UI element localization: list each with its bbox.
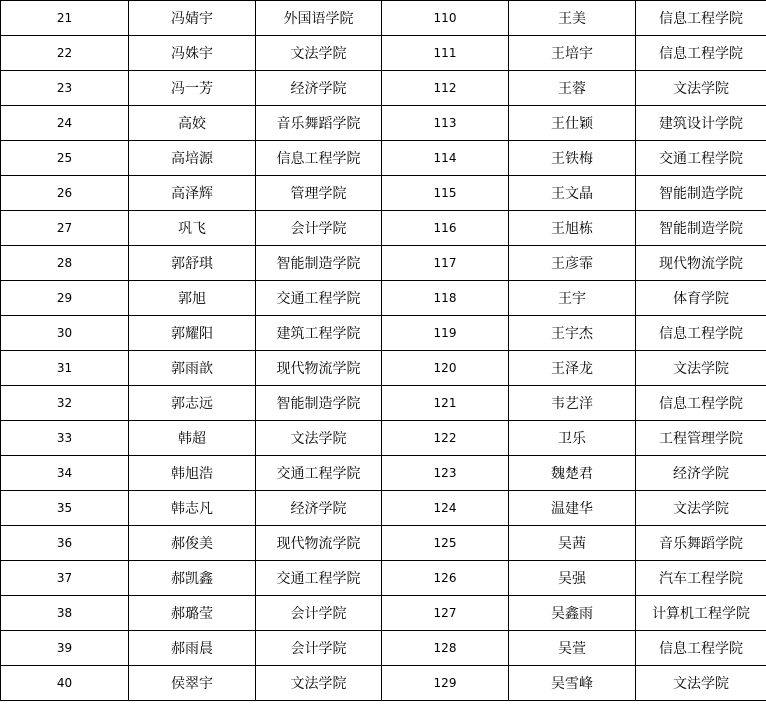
- right-number-cell: 119: [382, 316, 509, 351]
- left-name-cell: 郭舒琪: [129, 246, 256, 281]
- left-number-cell: 37: [1, 561, 129, 596]
- left-college-cell: 经济学院: [256, 491, 382, 526]
- left-college-cell: 信息工程学院: [256, 141, 382, 176]
- left-name-cell: 巩飞: [129, 211, 256, 246]
- left-number-cell: 30: [1, 316, 129, 351]
- left-name-cell: 韩志凡: [129, 491, 256, 526]
- right-college-cell: 智能制造学院: [636, 176, 766, 211]
- left-college-cell: 建筑工程学院: [256, 316, 382, 351]
- right-number-cell: 116: [382, 211, 509, 246]
- right-number-cell: 121: [382, 386, 509, 421]
- table-row: [1, 36, 766, 71]
- left-college-cell: 交通工程学院: [256, 561, 382, 596]
- right-college-cell: 信息工程学院: [636, 1, 766, 36]
- right-name-cell: 吴鑫雨: [509, 596, 636, 631]
- right-name-cell: 王旭栋: [509, 211, 636, 246]
- left-name-cell: 郭志远: [129, 386, 256, 421]
- right-number-cell: 124: [382, 491, 509, 526]
- table-row: [1, 106, 766, 141]
- right-name-cell: 王培宇: [509, 36, 636, 71]
- right-name-cell: 王彦霏: [509, 246, 636, 281]
- left-number-cell: 40: [1, 666, 129, 701]
- left-college-cell: 文法学院: [256, 421, 382, 456]
- left-college-cell: 现代物流学院: [256, 526, 382, 561]
- left-number-cell: 21: [1, 1, 129, 36]
- right-name-cell: 王仕颖: [509, 106, 636, 141]
- left-name-cell: 郭耀阳: [129, 316, 256, 351]
- left-college-cell: 交通工程学院: [256, 456, 382, 491]
- table-row: [1, 316, 766, 351]
- table-row: [1, 351, 766, 386]
- table-row: [1, 176, 766, 211]
- table-row: [1, 596, 766, 631]
- left-college-cell: 会计学院: [256, 631, 382, 666]
- left-name-cell: 郝俊美: [129, 526, 256, 561]
- left-college-cell: 交通工程学院: [256, 281, 382, 316]
- left-college-cell: 经济学院: [256, 71, 382, 106]
- right-number-cell: 125: [382, 526, 509, 561]
- left-number-cell: 29: [1, 281, 129, 316]
- right-number-cell: 111: [382, 36, 509, 71]
- left-number-cell: 27: [1, 211, 129, 246]
- table-row: [1, 666, 766, 701]
- right-number-cell: 113: [382, 106, 509, 141]
- right-name-cell: 魏楚君: [509, 456, 636, 491]
- left-number-cell: 32: [1, 386, 129, 421]
- right-name-cell: 王宇: [509, 281, 636, 316]
- right-name-cell: 吴茜: [509, 526, 636, 561]
- right-name-cell: 卫乐: [509, 421, 636, 456]
- left-college-cell: 智能制造学院: [256, 386, 382, 421]
- right-college-cell: 信息工程学院: [636, 36, 766, 71]
- right-college-cell: 现代物流学院: [636, 246, 766, 281]
- right-number-cell: 122: [382, 421, 509, 456]
- left-name-cell: 高培源: [129, 141, 256, 176]
- right-college-cell: 文法学院: [636, 666, 766, 701]
- left-name-cell: 郝雨晨: [129, 631, 256, 666]
- right-name-cell: 王宇杰: [509, 316, 636, 351]
- table-row: [1, 211, 766, 246]
- right-college-cell: 信息工程学院: [636, 386, 766, 421]
- right-number-cell: 126: [382, 561, 509, 596]
- left-number-cell: 35: [1, 491, 129, 526]
- right-college-cell: 文法学院: [636, 351, 766, 386]
- right-number-cell: 118: [382, 281, 509, 316]
- right-college-cell: 音乐舞蹈学院: [636, 526, 766, 561]
- right-number-cell: 129: [382, 666, 509, 701]
- right-number-cell: 128: [382, 631, 509, 666]
- left-name-cell: 侯翠宇: [129, 666, 256, 701]
- table-row: [1, 281, 766, 316]
- right-number-cell: 115: [382, 176, 509, 211]
- table-row: [1, 491, 766, 526]
- right-number-cell: 112: [382, 71, 509, 106]
- left-name-cell: 韩旭浩: [129, 456, 256, 491]
- left-number-cell: 31: [1, 351, 129, 386]
- left-number-cell: 26: [1, 176, 129, 211]
- right-number-cell: 120: [382, 351, 509, 386]
- table-row: [1, 246, 766, 281]
- right-college-cell: 工程管理学院: [636, 421, 766, 456]
- right-college-cell: 建筑设计学院: [636, 106, 766, 141]
- table-row: [1, 456, 766, 491]
- right-college-cell: 智能制造学院: [636, 211, 766, 246]
- right-college-cell: 汽车工程学院: [636, 561, 766, 596]
- right-name-cell: 王文晶: [509, 176, 636, 211]
- right-name-cell: 王美: [509, 1, 636, 36]
- left-name-cell: 冯姝宇: [129, 36, 256, 71]
- left-name-cell: 冯一芳: [129, 71, 256, 106]
- right-college-cell: 交通工程学院: [636, 141, 766, 176]
- table-row: [1, 631, 766, 666]
- left-number-cell: 33: [1, 421, 129, 456]
- left-college-cell: 会计学院: [256, 211, 382, 246]
- table-row: [1, 1, 766, 36]
- left-college-cell: 文法学院: [256, 666, 382, 701]
- left-number-cell: 36: [1, 526, 129, 561]
- right-college-cell: 信息工程学院: [636, 631, 766, 666]
- left-college-cell: 智能制造学院: [256, 246, 382, 281]
- right-name-cell: 王铁梅: [509, 141, 636, 176]
- left-name-cell: 郝凯鑫: [129, 561, 256, 596]
- right-name-cell: 吴强: [509, 561, 636, 596]
- right-name-cell: 韦艺洋: [509, 386, 636, 421]
- left-number-cell: 25: [1, 141, 129, 176]
- left-name-cell: 韩超: [129, 421, 256, 456]
- right-college-cell: 体育学院: [636, 281, 766, 316]
- left-college-cell: 文法学院: [256, 36, 382, 71]
- left-college-cell: 会计学院: [256, 596, 382, 631]
- right-college-cell: 文法学院: [636, 71, 766, 106]
- left-number-cell: 24: [1, 106, 129, 141]
- right-college-cell: 信息工程学院: [636, 316, 766, 351]
- left-name-cell: 高泽辉: [129, 176, 256, 211]
- left-college-cell: 管理学院: [256, 176, 382, 211]
- left-number-cell: 23: [1, 71, 129, 106]
- left-name-cell: 郭旭: [129, 281, 256, 316]
- right-name-cell: 王蓉: [509, 71, 636, 106]
- right-number-cell: 123: [382, 456, 509, 491]
- right-name-cell: 王泽龙: [509, 351, 636, 386]
- right-name-cell: 吴雪峰: [509, 666, 636, 701]
- left-name-cell: 高姣: [129, 106, 256, 141]
- roster-table-body: [1, 1, 766, 701]
- left-number-cell: 28: [1, 246, 129, 281]
- right-number-cell: 117: [382, 246, 509, 281]
- left-college-cell: 音乐舞蹈学院: [256, 106, 382, 141]
- table-row: [1, 526, 766, 561]
- right-number-cell: 114: [382, 141, 509, 176]
- left-college-cell: 外国语学院: [256, 1, 382, 36]
- table-row: [1, 386, 766, 421]
- left-name-cell: 郝璐莹: [129, 596, 256, 631]
- table-row: [1, 71, 766, 106]
- right-college-cell: 经济学院: [636, 456, 766, 491]
- table-row: [1, 561, 766, 596]
- left-name-cell: 郭雨歆: [129, 351, 256, 386]
- right-name-cell: 温建华: [509, 491, 636, 526]
- right-number-cell: 127: [382, 596, 509, 631]
- left-college-cell: 现代物流学院: [256, 351, 382, 386]
- right-name-cell: 吴萱: [509, 631, 636, 666]
- left-number-cell: 38: [1, 596, 129, 631]
- left-number-cell: 34: [1, 456, 129, 491]
- left-name-cell: 冯婧宇: [129, 1, 256, 36]
- table-row: [1, 421, 766, 456]
- left-number-cell: 39: [1, 631, 129, 666]
- left-number-cell: 22: [1, 36, 129, 71]
- right-college-cell: 文法学院: [636, 491, 766, 526]
- right-college-cell: 计算机工程学院: [636, 596, 766, 631]
- right-number-cell: 110: [382, 1, 509, 36]
- table-row: [1, 141, 766, 176]
